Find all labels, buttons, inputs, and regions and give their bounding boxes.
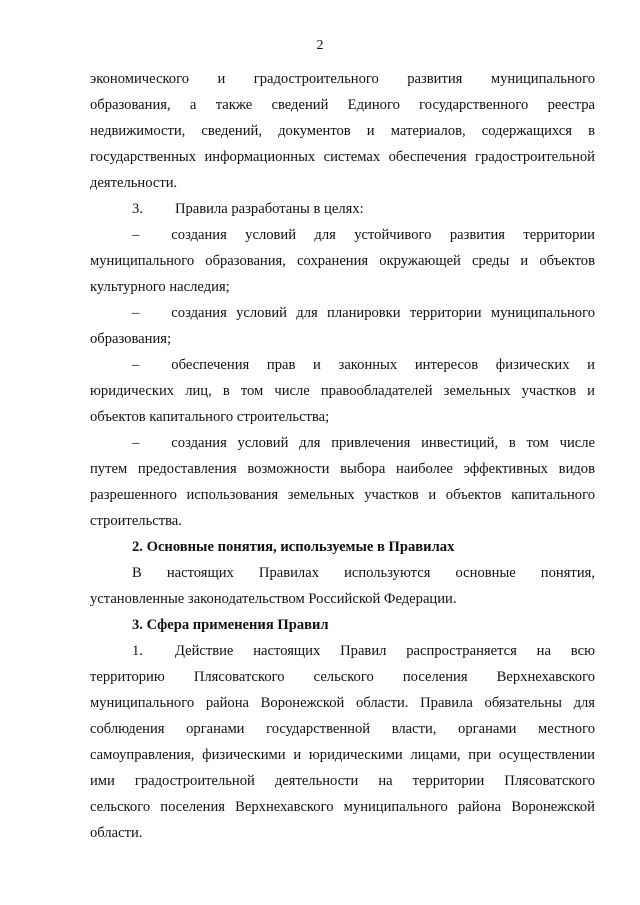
document-body [90, 66, 595, 846]
text-line: создания условий для привлечения инвестиций, в том числе [171, 435, 595, 451]
text-line: создания условий для планировки территории муниципального [171, 305, 595, 321]
text-line: ими градостроительной деятельности на территории Плясоватского [90, 773, 595, 789]
bullet-item-4 [90, 430, 595, 534]
bullet-item-3 [90, 352, 595, 430]
text-line: Действие настоящих Правил распространяется на всю [174, 643, 595, 659]
dash-marker: – [132, 227, 140, 243]
text-line: территорию Плясоватского сельского поселения Верхнехавского [90, 669, 595, 685]
text-line: недвижимости, сведений, документов и материалов, содержащихся в [90, 123, 595, 139]
item-number: 1. [132, 643, 143, 659]
text-line: соблюдения органами государственной власти, органами местного [90, 721, 595, 737]
text-line: установленные законодательством Российской Федерации. [90, 591, 457, 607]
dash-marker: – [132, 435, 140, 451]
item-number: 3. [132, 201, 143, 217]
page-number: 2 [316, 38, 324, 53]
paragraph-terms [90, 560, 595, 612]
text-line: строительства. [90, 513, 182, 529]
section-heading-3: 3. Сфера применения Правил [132, 617, 329, 633]
text-line: сельского поселения Верхнехавского муниципального района Воронежской [90, 799, 595, 815]
text-line: объектов капитального строительства; [90, 409, 330, 425]
text-line: деятельности. [90, 175, 178, 191]
text-line: культурного наследия; [90, 279, 230, 295]
numbered-paragraph-3 [90, 196, 595, 222]
text-line: создания условий для устойчивого развития территории [171, 227, 595, 243]
dash-marker: – [132, 357, 140, 373]
dash-marker: – [132, 305, 140, 321]
text-line: муниципального района Воронежской области. Правила обязательны для [90, 695, 595, 711]
numbered-paragraph-1 [90, 638, 595, 846]
text-line: разрешенного использования земельных участков и объектов капитального [90, 487, 595, 503]
item-text: Правила разработаны в целях: [174, 201, 364, 217]
text-line: В настоящих Правилах используются основные понятия, [132, 565, 595, 581]
paragraph-continuation [90, 66, 595, 196]
text-line: самоуправления, физическими и юридическими лицами, при осуществлении [90, 747, 595, 763]
bullet-item-1 [90, 222, 595, 300]
text-line: муниципального образования, сохранения окружающей среды и объектов [90, 253, 595, 269]
text-line: юридических лиц, в том числе правообладателей земельных участков и [90, 383, 595, 399]
text-line: образования, а также сведений Единого государственного реестра [90, 97, 595, 113]
text-line: обеспечения прав и законных интересов физических и [171, 357, 595, 373]
text-line: путем предоставления возможности выбора наиболее эффективных видов [90, 461, 595, 477]
text-line: экономического и градостроительного развития муниципального [90, 71, 595, 87]
bullet-item-2 [90, 300, 595, 352]
text-line: образования; [90, 331, 172, 347]
text-line: области. [90, 825, 143, 841]
text-line: государственных информационных системах обеспечения градостроительной [90, 149, 595, 165]
section-heading-2: 2. Основные понятия, используемые в Правилах [132, 539, 455, 555]
